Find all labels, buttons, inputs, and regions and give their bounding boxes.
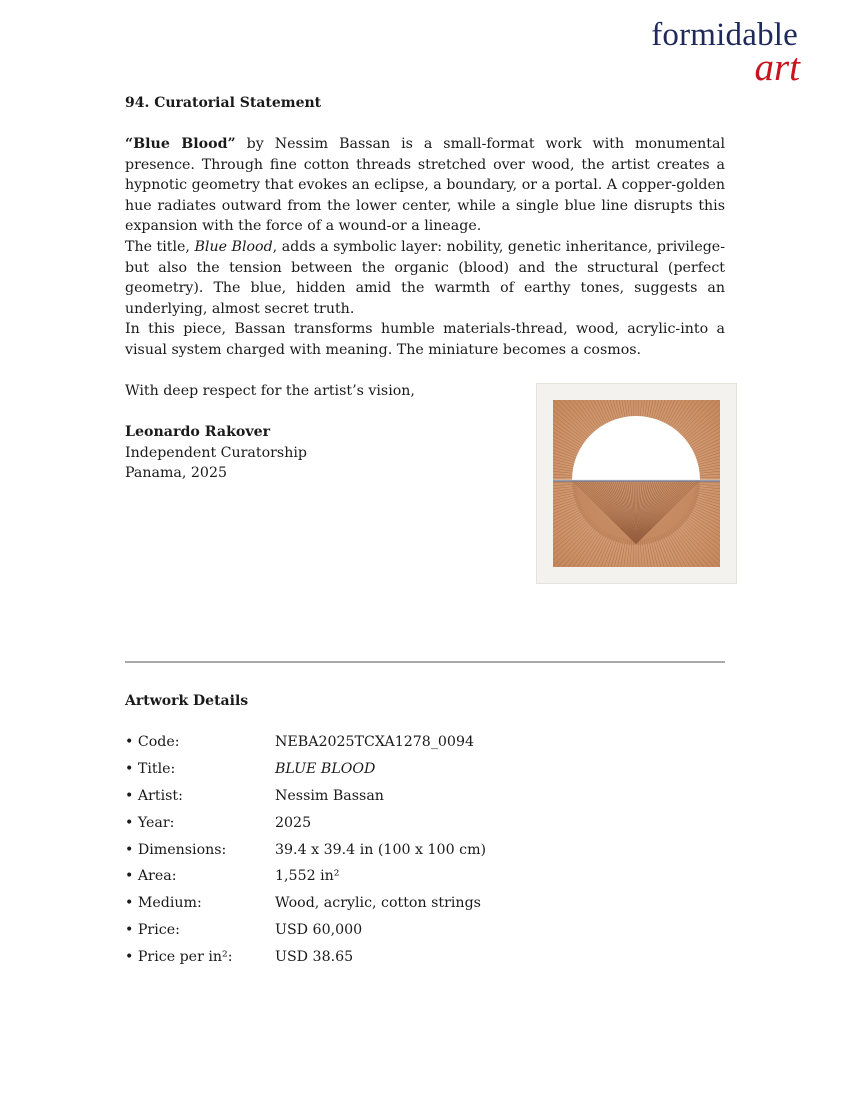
detail-value: 39.4 x 39.4 in (100 x 100 cm) [275, 841, 487, 858]
closing-line: With deep respect for the artist’s vision, [125, 383, 415, 399]
detail-label: • Year: [125, 814, 175, 831]
detail-row-price [125, 919, 725, 946]
detail-label: • Medium: [125, 895, 202, 912]
artwork-title-quote: “Blue Blood” [125, 136, 236, 152]
detail-label: • Title: [125, 760, 176, 777]
section-title: 94. Curatorial Statement [125, 95, 322, 111]
detail-row-area [125, 865, 725, 892]
formidable-art-logo [651, 17, 800, 89]
detail-label: • Area: [125, 868, 177, 885]
curator-name: Leonardo Rakover [125, 424, 271, 440]
detail-value: 1,552 in² [275, 868, 340, 885]
detail-value: 2025 [275, 814, 312, 831]
section-divider [125, 661, 725, 663]
artwork-image [537, 384, 736, 583]
detail-value: Wood, acrylic, cotton strings [275, 895, 481, 912]
detail-row-title [125, 758, 725, 785]
detail-value: BLUE BLOOD [275, 760, 376, 777]
paragraph-2-pre: The title, [125, 239, 195, 255]
detail-row-medium [125, 892, 725, 919]
logo-wordmark: formidable [651, 17, 798, 53]
statement-paragraph-3: In this piece, Bassan transforms humble materials-thread, wood, acrylic-into a visual system charged with meaning. The miniature becomes a cosmos. [125, 321, 725, 358]
detail-row-price-per-area [125, 946, 725, 973]
paragraph-1-text: by Nessim Bassan is a small-format work with monumental presence. Through fine cotton threads stretched over wood, the artist creates a hypnotic geometry that evokes an eclipse, a boundary, or a portal. A copper-golden hue radiates outward from the lower center, while a single blue line disrupts this expansion with the force of a wound-or a lineage. [125, 136, 726, 235]
detail-row-dimensions [125, 839, 725, 866]
signature-block [125, 422, 307, 484]
detail-label: • Price: [125, 922, 180, 939]
statement-paragraph-1 [125, 134, 725, 237]
detail-value: Nessim Bassan [275, 787, 384, 804]
details-title: Artwork Details [125, 693, 249, 709]
detail-value: USD 60,000 [275, 922, 363, 939]
detail-value: USD 38.65 [275, 949, 354, 966]
detail-label: • Artist: [125, 787, 183, 804]
logo-accent: art [754, 46, 800, 89]
paragraph-2-title: Blue Blood [194, 239, 273, 255]
detail-label: • Code: [125, 734, 180, 750]
detail-label: • Price per in²: [125, 949, 233, 966]
statement-paragraph-2 [125, 237, 725, 319]
detail-label: • Dimensions: [125, 841, 227, 858]
curator-role: Independent Curatorship [125, 444, 307, 461]
detail-row-artist [125, 785, 725, 812]
paragraph-2-post: , adds a symbolic layer: nobility, genetic inheritance, privilege-but also the tension between the organic (blood) and the structural (perfect geometry). The blue, hidden amid the warmth of earthy tones, suggests an underlying, almost secret truth. [125, 239, 725, 317]
artwork-illustration [537, 384, 736, 583]
detail-row-code [125, 731, 725, 758]
detail-row-year [125, 812, 725, 839]
place-date: Panama, 2025 [125, 465, 227, 482]
detail-value: NEBA2025TCXA1278_0094 [275, 734, 475, 750]
artwork-details-list [125, 731, 725, 973]
